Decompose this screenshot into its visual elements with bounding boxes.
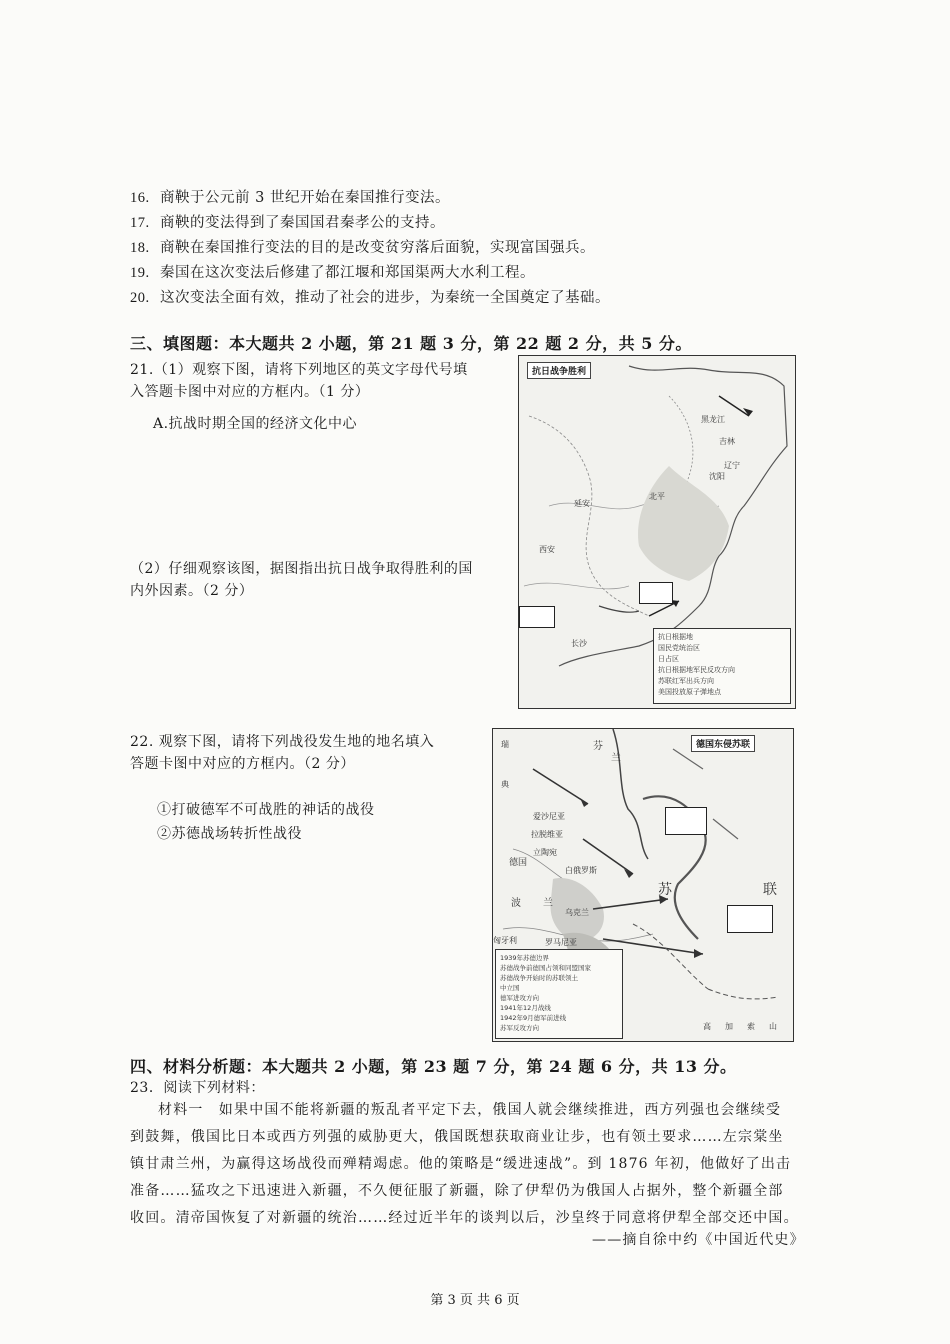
map1-label-liaoning: 辽宁 — [724, 461, 740, 470]
map1-label-beiping: 北平 — [649, 492, 665, 501]
map2-label-poland-1: 波 — [511, 898, 521, 909]
statement-18: 18. 商鞅在秦国推行变法的目的是改变贫穷落后面貌，实现富国强兵。 — [130, 240, 595, 256]
map2-label-caucasus-3: 索 — [747, 1022, 755, 1031]
q21-option-a: A.抗战时期全国的经济文化中心 — [153, 416, 358, 432]
statement-17: 17. 商鞅的变法得到了秦国国君秦孝公的支持。 — [130, 215, 445, 231]
map2-label-caucasus-2: 加 — [725, 1022, 733, 1031]
map2-label-finland-1: 芬 — [593, 741, 603, 752]
map1-label-changsha: 长沙 — [571, 639, 587, 648]
material-source: ——摘自徐中约《中国近代史》 — [592, 1232, 805, 1248]
map2-label-belarus: 白俄罗斯 — [565, 866, 597, 875]
map2-label-lian: 联 — [763, 882, 777, 898]
map-german-invasion-ussr — [492, 728, 794, 1042]
q21-part2: （2）仔细观察该图，据图指出抗日战争取得胜利的国 内外因素。（2 分） — [130, 561, 473, 599]
map2-label-finland-2: 兰 — [611, 753, 621, 764]
map2-legend: 1939年苏德边界 苏德战争前德国占领和同盟国家 苏德战争开始时的苏联领土 中立国 德军进攻方向 1941年12月战线 1942年9月德军前进线 苏军反攻方向 — [495, 949, 623, 1039]
q22-option-1: ①打破德军不可战胜的神话的战役 — [157, 802, 375, 818]
section-4-title: 四、材料分析题：本大题共 2 小题，第 23 题 7 分，第 24 题 6 分，共 13 分。 — [130, 1057, 737, 1076]
map2-label-hungary: 匈牙利 — [493, 936, 517, 945]
map1-label-shenyang: 沈阳 — [709, 472, 725, 481]
map2-label-estonia: 爱沙尼亚 — [533, 812, 565, 821]
map1-label-xian: 西安 — [539, 545, 555, 554]
map1-title: 抗日战争胜利 — [527, 362, 591, 379]
map2-label-romania: 罗马尼亚 — [545, 938, 577, 947]
map1-label-jilin: 吉林 — [719, 437, 735, 446]
map2-answer-box-2[interactable] — [727, 905, 773, 933]
map2-label-ukraine: 乌克兰 — [565, 908, 589, 917]
statement-19: 19. 秦国在这次变法后修建了都江堰和郑国渠两大水利工程。 — [130, 265, 535, 281]
map2-answer-box-1[interactable] — [665, 807, 707, 835]
statement-16: 16. 商鞅于公元前 3 世纪开始在秦国推行变法。 — [130, 190, 450, 206]
map2-label-sweden-2: 典 — [501, 780, 509, 789]
section-3-title: 三、填图题：本大题共 2 小题，第 21 题 3 分，第 22 题 2 分，共 5 分。 — [130, 334, 692, 353]
map2-label-su: 苏 — [658, 882, 672, 898]
statement-20: 20. 这次变法全面有效，推动了社会的进步，为秦统一全国奠定了基础。 — [130, 290, 610, 306]
map1-answer-box-b[interactable] — [519, 606, 555, 628]
page-footer: 第 3 页 共 6 页 — [430, 1293, 520, 1308]
map1-legend: 抗日根据地 国民党统治区 日占区 抗日根据地军民反攻方向 苏联红军出兵方向 美国投放原子弹地点 — [653, 628, 791, 704]
map1-label-yanan: 延安 — [574, 499, 590, 508]
map1-label-heilongjiang: 黑龙江 — [701, 415, 725, 424]
q22-option-2: ②苏德战场转折性战役 — [157, 826, 302, 842]
map2-label-poland-2: 兰 — [543, 898, 553, 909]
q22-prompt: 22. 观察下图，请将下列战役发生地的地名填入 答题卡图中对应的方框内。（2 分） — [130, 734, 435, 772]
q23-intro: 23．阅读下列材料： — [130, 1080, 265, 1096]
map2-label-caucasus-1: 高 — [703, 1022, 711, 1031]
map1-answer-box-a[interactable] — [639, 582, 673, 604]
map2-label-caucasus-4: 山 — [769, 1022, 777, 1031]
q21-prompt: 21.（1）观察下图，请将下列地区的英文字母代号填 入答题卡图中对应的方框内。（1 分） — [130, 362, 468, 400]
map2-label-germany: 德国 — [509, 858, 528, 868]
map2-label-lithuania: 立陶宛 — [533, 848, 557, 857]
map2-title: 德国东侵苏联 — [691, 735, 755, 752]
material-1: 材料一 如果中国不能将新疆的叛乱者平定下去，俄国人就会继续推进，西方列强也会继续受 到鼓舞，俄国比日本或西方列强的威胁更大，俄国既想获取商业让步，也有领土要求……左宗棠坐 镇甘肃兰州，为赢得这场战役而殚精竭虑。他的策略是“缓进速战”。到 1876 年初，他做好了出击 准备……猛攻之下迅速进入新疆，不久便征服了新疆，除了伊犁仍为俄国人占据外，整个新疆全部 收回。清帝国恢复了对新疆的统治……经过近半年的谈判以后，沙皇终于同意将伊犁全部交还中国。 — [130, 1102, 799, 1226]
map-anti-japanese-war — [518, 355, 796, 709]
map2-label-latvia: 拉脱维亚 — [531, 830, 563, 839]
map2-label-sweden-1: 瑞 — [501, 740, 509, 749]
